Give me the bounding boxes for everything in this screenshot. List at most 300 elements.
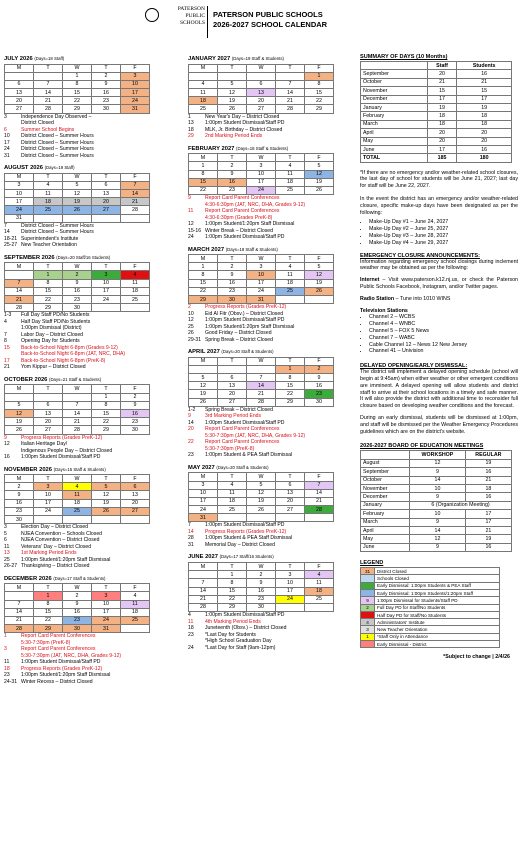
- calendar-day: 6: [92, 181, 121, 189]
- table-cell: 6 (Organization Meeting): [410, 501, 512, 509]
- calendar-day: 18: [63, 499, 92, 507]
- calendar-day: 17: [5, 198, 34, 206]
- calendar-day: 12: [189, 382, 218, 390]
- event-date: 17: [4, 139, 10, 146]
- calendar-day: 6: [218, 374, 247, 382]
- calendar-day: 18: [121, 287, 150, 295]
- calendar-day: 30: [218, 296, 247, 304]
- calendar-day: 2: [305, 365, 334, 373]
- early-dismissal-text: During an early dismissal, students will be dismissed at 1:00pm, and staff will be dismissed per the Weather Emergency Procedures guidelines which are on the district's website.: [360, 415, 518, 435]
- event-date: 7: [4, 331, 7, 338]
- event-text: Spring Break – District Closed: [205, 406, 273, 413]
- table-cell: 20: [457, 129, 512, 137]
- calendar-day: 28: [63, 426, 92, 434]
- event-date: 4: [4, 318, 7, 325]
- calendar-day: 7: [5, 279, 34, 287]
- calendar-day: 20: [218, 390, 247, 398]
- table-cell: January: [361, 501, 410, 509]
- table-cell: 10: [410, 510, 466, 518]
- calendar-day: 21: [121, 198, 150, 206]
- event-text: Report Card Parent Conferences: [205, 426, 280, 433]
- table-cell: January: [361, 103, 428, 111]
- weekday-header: F: [305, 562, 334, 570]
- calendar-column-middle: [188, 50, 358, 651]
- event-text: Veterans' Day – District Closed: [21, 543, 92, 550]
- column-header: [361, 62, 428, 70]
- calendar-day: 6: [5, 80, 34, 88]
- month-title: [4, 376, 174, 385]
- event-text: 1:00pm Student/1:20pm Staff Dismissal: [205, 323, 295, 330]
- week-row: [189, 72, 334, 80]
- table-cell: 9: [410, 543, 466, 551]
- calendar-day: 17: [247, 178, 276, 186]
- calendar-day: 17: [189, 497, 218, 505]
- event-date: 24-31: [4, 678, 18, 685]
- calendar-day: 5: [63, 181, 92, 189]
- event-text: 1:00pm Student Dismissal/Staff PD: [205, 234, 285, 241]
- month-calendar-grid: [188, 254, 334, 304]
- month-name: FEBRUARY 2027: [188, 145, 235, 152]
- calendar-day: 24: [5, 206, 34, 214]
- calendar-day: 29: [218, 603, 247, 611]
- legend-swatch: 31: [361, 568, 375, 575]
- weekday-header: W: [63, 385, 92, 393]
- calendar-day: 22: [92, 418, 121, 426]
- calendar-day: 22: [276, 390, 305, 398]
- table-cell: September: [361, 468, 410, 476]
- month-days-count: (Days=17 Staff/16 Students): [219, 554, 274, 560]
- calendar-day: 7: [189, 579, 218, 587]
- event-text: 1:00pm Student/1:20pm Staff Dismissal: [205, 221, 295, 228]
- month-calendar-grid: [4, 64, 150, 114]
- weekday-header: F: [121, 385, 150, 393]
- calendar-day: [247, 72, 276, 80]
- weekday-header: T: [34, 584, 63, 592]
- calendar-day: 8: [276, 374, 305, 382]
- event-date: 18: [188, 126, 194, 133]
- event-date: 28: [188, 535, 194, 542]
- week-row: [5, 105, 150, 113]
- calendar-day: 7: [5, 600, 34, 608]
- event-text: Yom Kippur – District Closed: [21, 364, 86, 371]
- weekday-header: T: [92, 475, 121, 483]
- calendar-day: 5: [305, 162, 334, 170]
- calendar-day: 21: [63, 418, 92, 426]
- event-text: Progress Reports (Grades PreK-12): [21, 665, 103, 672]
- calendar-day: 26: [305, 186, 334, 194]
- calendar-day: [5, 592, 34, 600]
- table-row: [361, 129, 512, 137]
- calendar-day: 9: [92, 80, 121, 88]
- table-cell: 10: [410, 484, 466, 492]
- event-date: 9: [4, 434, 7, 441]
- weekday-header-row: [189, 562, 334, 570]
- legend-swatch: 9: [361, 597, 375, 604]
- weekday-header: M: [5, 64, 34, 72]
- weekday-header: T: [218, 562, 247, 570]
- month-title: [4, 254, 174, 263]
- emergency-text: Information regarding emergency school closings during inclement weather may be obtained as per the following:: [360, 258, 518, 272]
- calendar-day: 28: [305, 506, 334, 514]
- event-text: Report Card Parent Conferences: [205, 195, 280, 202]
- week-row: [5, 206, 150, 214]
- footer-note: *Subject to change | 2/4/26: [443, 654, 510, 661]
- summary-table: [360, 61, 512, 163]
- legend-item: [361, 619, 500, 626]
- calendar-day: 15: [305, 89, 334, 97]
- weekday-header: M: [189, 154, 218, 162]
- weekday-header: F: [305, 357, 334, 365]
- event-date: 29: [188, 133, 194, 140]
- event-text: District Closed – Summer Hours: [21, 152, 94, 159]
- event-date: 17: [4, 357, 10, 364]
- calendar-day: 1: [189, 263, 218, 271]
- weekday-header: T: [276, 255, 305, 263]
- event-date: 23: [188, 452, 194, 459]
- calendar-day: 4: [218, 481, 247, 489]
- month-title: [188, 246, 358, 255]
- week-row: [5, 89, 150, 97]
- week-row: [5, 491, 150, 499]
- makeup-note: In the event the district has an emergency and/or weather-related closure, specific make-up days have been designated as per the following:: [360, 196, 518, 216]
- table-header-row: [361, 451, 512, 459]
- week-row: [189, 595, 334, 603]
- calendar-day: [218, 365, 247, 373]
- calendar-day: 29: [34, 304, 63, 312]
- event-date: 3: [4, 113, 7, 120]
- event-text: *High School Graduation Day: [205, 638, 272, 645]
- calendar-day: [189, 571, 218, 579]
- calendar-day: 27: [5, 105, 34, 113]
- calendar-day: 14: [121, 190, 150, 198]
- event-text: Juneteenth (Obsv.) – District Closed: [205, 625, 287, 632]
- calendar-day: 9: [63, 600, 92, 608]
- school-emblem-icon: [145, 8, 159, 22]
- week-row: [189, 497, 334, 505]
- weekday-header: W: [247, 473, 276, 481]
- weekday-header-row: [5, 263, 150, 271]
- calendar-day: 25: [121, 616, 150, 624]
- event-text: Winter Break – District Closed: [205, 227, 273, 234]
- board-table: [360, 450, 512, 552]
- week-row: [5, 80, 150, 88]
- calendar-day: 16: [247, 587, 276, 595]
- calendar-day: 10: [92, 279, 121, 287]
- calendar-day: 8: [305, 80, 334, 88]
- calendar-day: 29: [63, 105, 92, 113]
- weekday-header: W: [247, 154, 276, 162]
- calendar-day: 13: [276, 489, 305, 497]
- calendar-day: 16: [218, 279, 247, 287]
- calendar-day: 23: [92, 97, 121, 105]
- event-text: 4:30-6:30pm (JAT, NRC, DHA, Grades 9-12): [205, 201, 306, 208]
- week-row: [189, 489, 334, 497]
- calendar-day: 28: [121, 206, 150, 214]
- calendar-day: 13: [5, 89, 34, 97]
- calendar-day: 13: [218, 382, 247, 390]
- week-row: [189, 186, 334, 194]
- event-date: 24: [188, 234, 194, 241]
- event-text: Indigenous People Day – District Closed: [21, 447, 113, 454]
- calendar-day: 12: [92, 491, 121, 499]
- event-text: 1:00pm Student Dismissal/Staff PD: [205, 317, 285, 324]
- event-date: 26-27: [4, 563, 18, 570]
- calendar-day: 16: [63, 287, 92, 295]
- calendar-day: 11: [218, 489, 247, 497]
- week-row: [5, 418, 150, 426]
- calendar-day: 25: [305, 595, 334, 603]
- calendar-day: 12: [305, 170, 334, 178]
- legend-item: [361, 597, 500, 604]
- tv-channel: • Cable Channel 12 – News 12 New Jersey: [369, 342, 518, 349]
- calendar-day: [121, 304, 150, 312]
- last-day-note: *If there are no emergency and/or weather-related school closures, the last day of school for students will be June 21, 2027; last day for staff will be June 22, 2027.: [360, 169, 518, 190]
- week-row: [189, 162, 334, 170]
- event-text: Spring Break – District Closed: [205, 336, 273, 343]
- tv-channel: • Channel 41 – Univision: [369, 348, 518, 355]
- calendar-day: 20: [276, 497, 305, 505]
- week-row: [5, 483, 150, 491]
- event-date: 21: [4, 364, 10, 371]
- month-calendar-grid: [4, 583, 150, 633]
- event-text: Opening Day for Students: [21, 338, 80, 345]
- calendar-day: [63, 393, 92, 401]
- table-cell: 15: [457, 87, 512, 95]
- calendar-day: [5, 72, 34, 80]
- calendar-day: 14: [34, 89, 63, 97]
- month-days-count: (Days=17 Staff & Students): [53, 575, 106, 581]
- calendar-day: 9: [218, 170, 247, 178]
- weekday-header: F: [121, 584, 150, 592]
- week-row: [189, 390, 334, 398]
- month-calendar-grid: [4, 262, 150, 312]
- calendar-day: [34, 393, 63, 401]
- weekday-header: T: [34, 475, 63, 483]
- table-cell: 20: [427, 129, 457, 137]
- event-date: 13: [188, 120, 194, 127]
- calendar-day: 8: [92, 401, 121, 409]
- month-events: [188, 407, 358, 459]
- calendar-day: 28: [34, 105, 63, 113]
- tv-label: Television Stations: [360, 307, 408, 314]
- calendar-day: 12: [305, 271, 334, 279]
- legend-item: [361, 604, 500, 611]
- event-text: District Closed – Summer Hours: [21, 146, 94, 153]
- event-text: 1:00pm Student & PEA Staff Dismissal: [205, 535, 293, 542]
- calendar-day: 18: [34, 198, 63, 206]
- calendar-day: 11: [276, 170, 305, 178]
- calendar-day: 17: [247, 279, 276, 287]
- calendar-day: 19: [305, 279, 334, 287]
- makeup-list: [369, 219, 518, 246]
- table-cell: 18: [427, 112, 457, 120]
- calendar-day: 24: [121, 97, 150, 105]
- calendar-day: 12: [247, 489, 276, 497]
- week-row: [5, 198, 150, 206]
- table-cell: November: [361, 87, 428, 95]
- calendar-day: 10: [92, 600, 121, 608]
- calendar-day: 8: [34, 600, 63, 608]
- event-date: 4: [188, 612, 191, 619]
- calendar-day: 21: [247, 390, 276, 398]
- calendar-day: 27: [92, 206, 121, 214]
- legend-swatch: 2: [361, 604, 375, 611]
- calendar-day: 1: [305, 72, 334, 80]
- event-item: [188, 133, 358, 140]
- emergency-title: EMERGENCY CLOSURE ANNOUNCEMENTS:: [360, 252, 480, 259]
- calendar-day: [189, 72, 218, 80]
- event-date: 16: [4, 454, 10, 460]
- column-header: Students: [457, 62, 512, 70]
- calendar-day: [189, 365, 218, 373]
- week-row: [5, 279, 150, 287]
- table-row: [361, 543, 512, 551]
- table-cell: March: [361, 120, 428, 128]
- weekday-header: F: [121, 173, 150, 181]
- table-cell: 19: [427, 103, 457, 111]
- event-date: 1-2: [188, 406, 196, 413]
- month-name: NOVEMBER 2026: [4, 466, 53, 473]
- calendar-day: 18: [121, 608, 150, 616]
- calendar-day: 24: [92, 616, 121, 624]
- week-row: [189, 271, 334, 279]
- calendar-day: 7: [247, 374, 276, 382]
- month-title: [188, 464, 358, 473]
- table-row: [361, 87, 512, 95]
- event-item: [188, 542, 358, 549]
- calendar-day: 31: [121, 105, 150, 113]
- month-name: MAY 2027: [188, 464, 215, 471]
- calendar-day: 1: [34, 271, 63, 279]
- calendar-day: [63, 515, 92, 523]
- weekday-header: M: [5, 385, 34, 393]
- table-cell: 16: [465, 468, 511, 476]
- weekday-header: F: [305, 64, 334, 72]
- calendar-day: 18: [305, 587, 334, 595]
- month-calendar-grid: [4, 173, 150, 223]
- calendar-day: 28: [5, 304, 34, 312]
- calendar-day: 26: [218, 105, 247, 113]
- delayed-title: DELAYED OPENING/EARLY DISMISSAL:: [360, 363, 468, 370]
- calendar-day: 3: [189, 481, 218, 489]
- weekday-header: T: [218, 64, 247, 72]
- calendar-day: 10: [121, 80, 150, 88]
- table-row: [361, 535, 512, 543]
- month-events: [188, 612, 358, 651]
- week-row: [189, 365, 334, 373]
- week-row: [189, 603, 334, 611]
- table-cell: February: [361, 510, 410, 518]
- weekday-header: T: [34, 64, 63, 72]
- calendar-day: 27: [276, 506, 305, 514]
- month-days-count: (Days=21 Staff & Students): [49, 376, 102, 382]
- calendar-day: 2: [63, 271, 92, 279]
- weekday-header: W: [63, 64, 92, 72]
- weekday-header-row: [189, 64, 334, 72]
- event-text: Superintendent's Institute: [21, 235, 79, 242]
- month-events: [4, 114, 174, 160]
- table-cell: 15: [427, 87, 457, 95]
- calendar-day: 15: [34, 287, 63, 295]
- calendar-day: 13: [34, 409, 63, 417]
- calendar-day: 15: [218, 587, 247, 595]
- event-text: Half Day Staff PD/No Students: [21, 318, 91, 325]
- week-row: [5, 304, 150, 312]
- weekday-header: T: [92, 263, 121, 271]
- event-text: New Year's Day – District Closed: [205, 113, 280, 120]
- calendar-day: [276, 296, 305, 304]
- calendar-day: 16: [121, 409, 150, 417]
- column-header: REGULAR: [465, 451, 511, 459]
- calendar-day: 5: [189, 374, 218, 382]
- legend-title: LEGEND: [360, 560, 384, 567]
- event-text: Progress Reports (Grades PreK-12): [21, 434, 103, 441]
- event-text: 1:00pm Student Dismissal/Staff PD: [21, 454, 101, 460]
- weekday-header: T: [34, 173, 63, 181]
- calendar-day: 10: [276, 579, 305, 587]
- weekday-header-row: [5, 173, 150, 181]
- calendar-day: [305, 514, 334, 522]
- month-name: MARCH 2027: [188, 246, 225, 253]
- calendar-day: 1: [276, 365, 305, 373]
- table-row: [361, 78, 512, 86]
- weekday-header: T: [92, 385, 121, 393]
- weekday-header-row: [5, 584, 150, 592]
- event-text: 2nd Marking Period Ends: [205, 133, 263, 140]
- event-item: [4, 679, 174, 686]
- event-text: District Closed – Summer Hours: [21, 139, 94, 146]
- calendar-day: 10: [189, 489, 218, 497]
- weekday-header: T: [218, 154, 247, 162]
- calendar-day: 2: [218, 263, 247, 271]
- table-cell: 17: [457, 95, 512, 103]
- weekday-header: F: [305, 473, 334, 481]
- calendar-day: [305, 603, 334, 611]
- weekday-header: T: [34, 263, 63, 271]
- weekday-header: W: [247, 562, 276, 570]
- event-item: [4, 364, 174, 371]
- calendar-day: [305, 296, 334, 304]
- month-title: [188, 55, 358, 64]
- event-date: 2: [188, 304, 191, 311]
- calendar-day: 24: [247, 287, 276, 295]
- calendar-day: [63, 214, 92, 222]
- event-date: 24: [188, 644, 194, 651]
- week-row: [189, 170, 334, 178]
- calendar-day: 24: [92, 296, 121, 304]
- calendar-day: [5, 271, 34, 279]
- calendar-day: 1: [92, 393, 121, 401]
- calendar-day: 12: [63, 190, 92, 198]
- weekday-header: T: [276, 562, 305, 570]
- calendar-day: 13: [247, 89, 276, 97]
- calendar-day: 16: [218, 178, 247, 186]
- event-date: 1: [4, 633, 7, 640]
- event-text: *Last Day for Staff (9am-12pm): [205, 644, 276, 651]
- table-row: [361, 468, 512, 476]
- calendar-day: [92, 304, 121, 312]
- event-text: 5:30-7:30pm (JAT, NRC, DHA, Grades 9-12): [21, 652, 122, 659]
- week-row: [5, 426, 150, 434]
- calendar-day: [247, 514, 276, 522]
- event-date: 26: [188, 330, 194, 337]
- calendar-day: 22: [34, 616, 63, 624]
- logo-line-1: PATERSON: [177, 6, 205, 12]
- calendar-day: [92, 515, 121, 523]
- calendar-day: 25: [121, 296, 150, 304]
- month-title: [188, 145, 358, 154]
- legend-label: New Teacher Orientation: [375, 626, 500, 633]
